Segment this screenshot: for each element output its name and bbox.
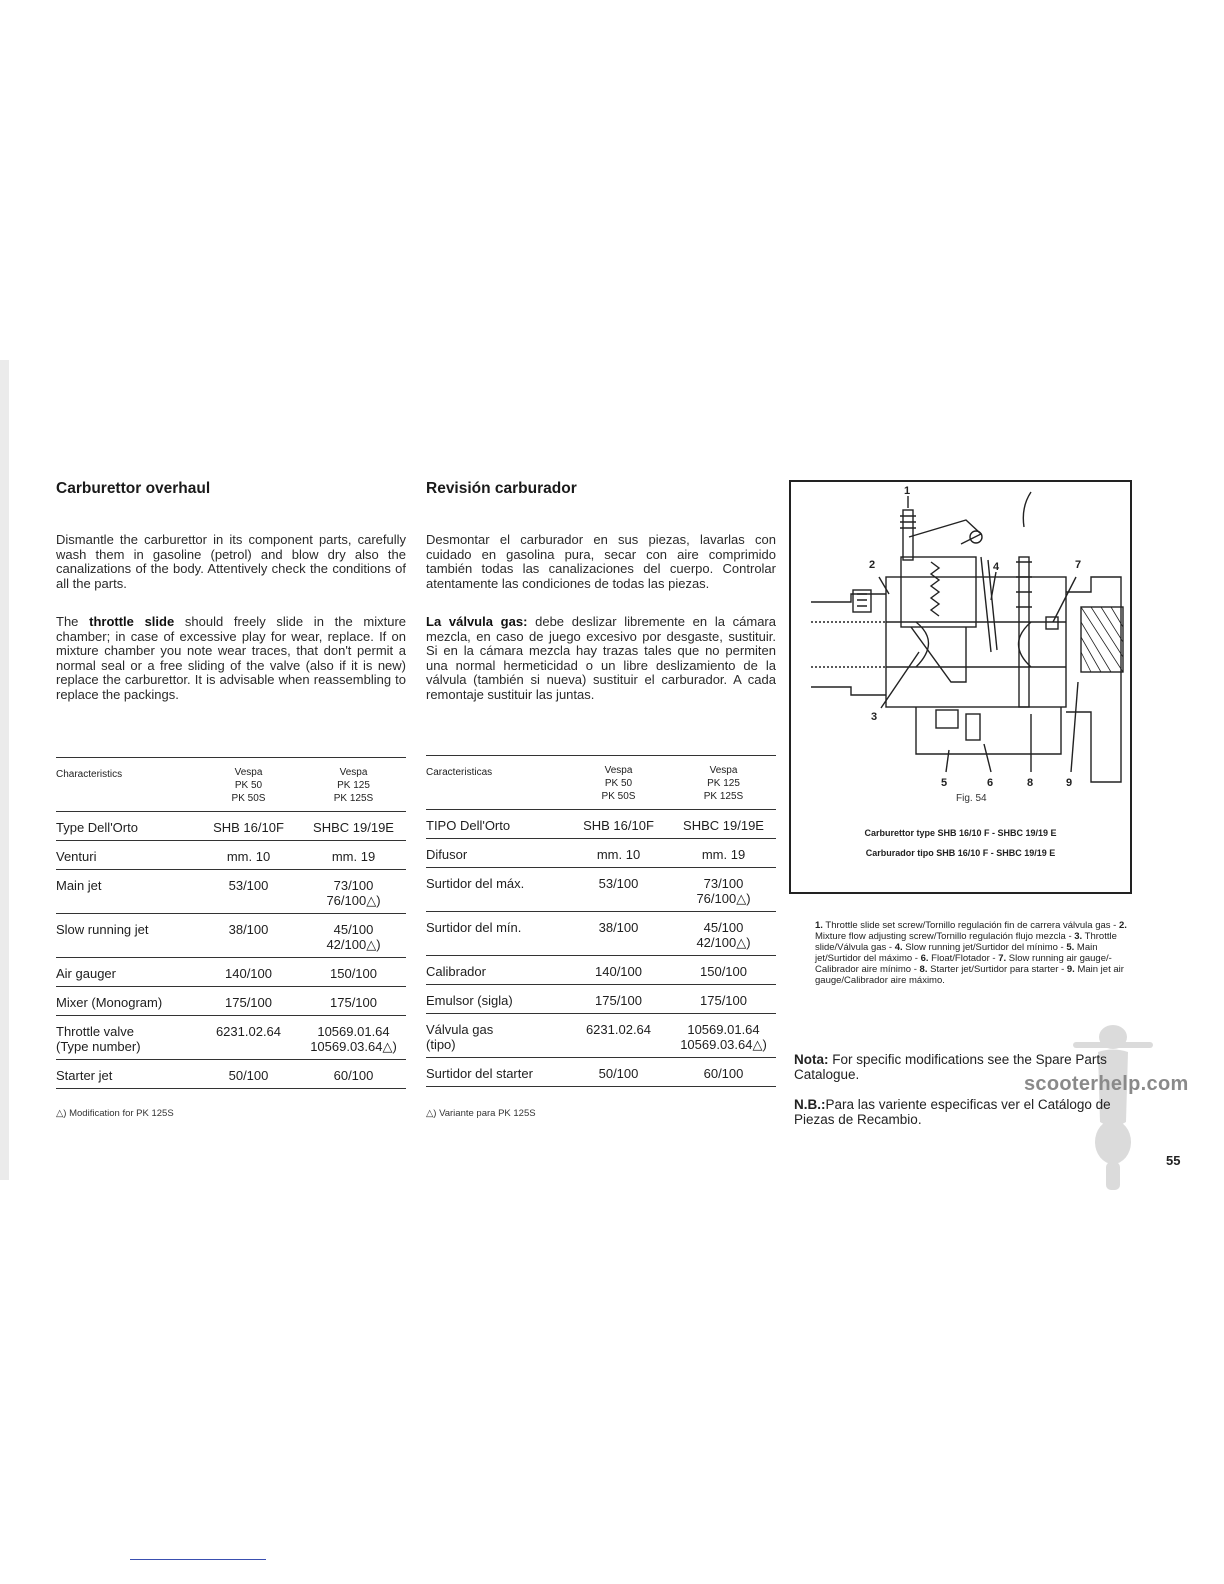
bottom-rule — [130, 1559, 266, 1560]
nb-recambio — [794, 1097, 1154, 1127]
cell-pk50: mm. 10 — [566, 839, 671, 868]
header-line: PK 125 — [337, 780, 370, 791]
legend-text: Main jet/Surtidor del máximo - — [815, 942, 1098, 964]
nb-label: N.B.: — [794, 1097, 826, 1112]
carburettor-diagram — [791, 482, 1130, 802]
table-row — [56, 1016, 406, 1060]
legend-text: Float/Flotador - — [928, 953, 999, 964]
cell-pk50: 50/100 — [196, 1060, 301, 1089]
table-row — [426, 1014, 776, 1058]
left-page-edge — [0, 360, 9, 1180]
figure-label: Fig. 54 — [956, 793, 987, 804]
cell-pk125 — [671, 912, 776, 956]
cell-line: 10569.01.64 — [317, 1024, 390, 1039]
row-label-line: Válvula gas — [426, 1022, 494, 1037]
cell-pk125: mm. 19 — [671, 839, 776, 868]
header-line: PK 125S — [703, 791, 744, 802]
legend-number: 8. — [919, 964, 928, 975]
page-title-es: Revisión carburador — [426, 480, 577, 497]
cell-pk125: SHBC 19/19E — [671, 810, 776, 839]
table-row — [56, 958, 406, 987]
row-label: Venturi — [56, 841, 196, 870]
cell-pk50: 140/100 — [196, 958, 301, 987]
cell-line: 45/100 — [703, 920, 744, 935]
table-row — [56, 812, 406, 841]
row-label: TIPO Dell'Orto — [426, 810, 566, 839]
callout-8: 8 — [1027, 777, 1034, 789]
cell-pk50: 38/100 — [566, 912, 671, 956]
intro-paragraph-en: Dismantle the carburettor in its component parts, carefully wash them in gasoline (petrol) and blow dry also the canalizations of the body. Attentively check the conditions of all the parts. — [56, 532, 406, 591]
cell-pk50: 53/100 — [566, 868, 671, 912]
cell-pk125: 60/100 — [671, 1058, 776, 1087]
row-label: Main jet — [56, 870, 196, 914]
callout-9: 9 — [1066, 777, 1073, 789]
table-row — [426, 839, 776, 868]
header-line: Vespa — [234, 767, 263, 778]
cell-pk50: 6231.02.64 — [566, 1014, 671, 1058]
nota-label: Nota: — [794, 1052, 829, 1067]
footnote-en: △) Modification for PK 125S — [56, 1108, 174, 1119]
row-label: Air gauger — [56, 958, 196, 987]
header-line: PK 125 — [707, 778, 740, 789]
cell-pk50: 50/100 — [566, 1058, 671, 1087]
cell-pk50: 53/100 — [196, 870, 301, 914]
header-line: Vespa — [339, 767, 368, 778]
cell-pk125: mm. 19 — [301, 841, 406, 870]
header-line: PK 50S — [231, 793, 266, 804]
cell-line: 73/100 — [703, 876, 744, 891]
legend-number: 6. — [920, 953, 929, 964]
callout-5: 5 — [941, 777, 948, 789]
table-row — [426, 912, 776, 956]
cell-pk125 — [301, 914, 406, 958]
cell-line: 10569.01.64 — [687, 1022, 760, 1037]
header-line: PK 50 — [604, 778, 633, 789]
header-line: PK 50S — [601, 791, 636, 802]
table-row — [426, 1058, 776, 1087]
cell-pk50: 140/100 — [566, 956, 671, 985]
para-post: should freely slide in the mixture chamber; in case of excessive play for wear, replace. If on mixture chamber you note wear traces, that don't permit a normal seal or a free sliding of the valve (also if it is new) replace the carburettor. It is advisable when reassembling to replace the packings. — [56, 614, 407, 702]
cell-pk125: 150/100 — [671, 956, 776, 985]
throttle-slide-paragraph-en — [56, 615, 406, 703]
row-label: Emulsor (sigla) — [426, 985, 566, 1014]
row-label: Difusor — [426, 839, 566, 868]
cell-pk125: SHBC 19/19E — [301, 812, 406, 841]
cell-pk125 — [301, 1016, 406, 1060]
table-row — [56, 987, 406, 1016]
row-label: Surtidor del máx. — [426, 868, 566, 912]
figure-caption-es: Carburador tipo SHB 16/10 F - SHBC 19/19 E — [865, 848, 1056, 858]
row-label: Surtidor del starter — [426, 1058, 566, 1087]
nota-text: For specific modifications see the Spare Parts Catalogue. — [794, 1052, 1107, 1082]
legend-text: Starter jet/Surtidor para starter - — [927, 964, 1067, 975]
page-title-en: Carburettor overhaul — [56, 480, 211, 497]
header-line: Vespa — [709, 765, 738, 776]
cell-pk125 — [301, 870, 406, 914]
para-post: debe deslizar libremente en la cámara mezcla, en caso de juego excesivo por desgaste, sustituir. Si en la cámara mezcla hay trazas tales que no permiten una normal hermeticidad o un libre deslizamiento de la válvula (también si nueva) sustituir el carburador. A cada remontaje sustituir las juntas. — [426, 614, 776, 702]
characteristics-table-es — [426, 755, 776, 1087]
callout-1: 1 — [904, 485, 911, 497]
page-number: 55 — [1166, 1153, 1181, 1168]
row-label: Type Dell'Orto — [56, 812, 196, 841]
callout-6: 6 — [987, 777, 994, 789]
row-label — [426, 1014, 566, 1058]
header-pk125 — [671, 756, 776, 810]
figure-box — [789, 480, 1132, 894]
table-row — [426, 868, 776, 912]
callout-7: 7 — [1075, 559, 1082, 571]
cell-pk50: mm. 10 — [196, 841, 301, 870]
legend-number: 3. — [1074, 931, 1083, 942]
cell-pk50: 175/100 — [566, 985, 671, 1014]
cell-pk125: 175/100 — [671, 985, 776, 1014]
legend-text: Slow running air gauge/-Calibrador aire mínimo - — [815, 953, 1112, 975]
cell-pk50: 6231.02.64 — [196, 1016, 301, 1060]
legend-number: 1. — [815, 920, 823, 931]
cell-pk125: 150/100 — [301, 958, 406, 987]
legend-number: 7. — [998, 953, 1007, 964]
row-label: Calibrador — [426, 956, 566, 985]
figure-caption-en: Carburettor type SHB 16/10 F - SHBC 19/19 E — [864, 828, 1057, 838]
cell-line-modification: 10569.03.64△) — [680, 1037, 767, 1052]
legend-number: 9. — [1066, 964, 1075, 975]
row-label: Mixer (Monogram) — [56, 987, 196, 1016]
cell-pk125: 175/100 — [301, 987, 406, 1016]
header-pk50 — [196, 758, 301, 812]
table-row — [56, 870, 406, 914]
row-label: Slow running jet — [56, 914, 196, 958]
para-pre: The — [56, 614, 90, 629]
row-label-line: (tipo) — [426, 1037, 456, 1052]
header-characteristics: Caracteristicas — [426, 756, 566, 810]
table-row — [426, 956, 776, 985]
row-label: Starter jet — [56, 1060, 196, 1089]
valvula-gas-term: La válvula gas: — [426, 614, 528, 629]
header-pk50 — [566, 756, 671, 810]
table-row — [426, 810, 776, 839]
callout-4: 4 — [993, 561, 1000, 573]
legend-text: Mixture flow adjusting screw/Tornillo regulación flujo mezcla - — [815, 931, 1075, 942]
cell-pk50: SHB 16/10F — [196, 812, 301, 841]
table-row — [56, 1060, 406, 1089]
intro-paragraph-es: Desmontar el carburador en sus piezas, lavarlas con cuidado en gasolina pura, secar con aire comprimido también todas las canalizaciones del cuerpo. Controlar atentamente las condiciones de todas las piezas. — [426, 532, 776, 591]
cell-pk125: 60/100 — [301, 1060, 406, 1089]
table-row — [56, 841, 406, 870]
row-label-line: Throttle valve — [56, 1024, 135, 1039]
cell-pk50: 38/100 — [196, 914, 301, 958]
cell-line: 45/100 — [333, 922, 374, 937]
characteristics-table-en — [56, 757, 406, 1089]
cell-line-modification: 76/100△) — [696, 891, 751, 906]
table-header — [56, 758, 406, 812]
watermark-text: scooterhelp.com — [1024, 1073, 1189, 1095]
cell-pk50: 175/100 — [196, 987, 301, 1016]
nb-text: Para las variente especificas ver el Catálogo de Piezas de Recambio. — [794, 1097, 1111, 1127]
header-characteristics: Characteristics — [56, 758, 196, 812]
legend-number: 4. — [894, 942, 903, 953]
legend-text: Main jet air gauge/Calibrador aire máximo. — [815, 964, 1124, 986]
throttle-slide-term: throttle slide — [89, 614, 175, 629]
cell-line-modification: 10569.03.64△) — [310, 1039, 397, 1054]
legend-number: 5. — [1066, 942, 1075, 953]
header-pk125 — [301, 758, 406, 812]
cell-pk125 — [671, 868, 776, 912]
table-row — [426, 985, 776, 1014]
header-line: PK 50 — [234, 780, 263, 791]
legend-text: Throttle slide/Válvula gas - — [815, 931, 1117, 953]
cell-line-modification: 76/100△) — [326, 893, 381, 908]
throttle-slide-paragraph-es — [426, 615, 776, 703]
cell-line: 73/100 — [333, 878, 374, 893]
header-line: PK 125S — [333, 793, 374, 804]
table-row — [56, 914, 406, 958]
cell-pk50: SHB 16/10F — [566, 810, 671, 839]
legend-text: Throttle slide set screw/Tornillo regulación fin de carrera válvula gas - — [822, 920, 1119, 931]
table-header — [426, 756, 776, 810]
figure-legend — [815, 920, 1127, 986]
cell-pk125 — [671, 1014, 776, 1058]
row-label-line: (Type number) — [56, 1039, 141, 1054]
callout-2: 2 — [869, 559, 876, 571]
footnote-es: △) Variante para PK 125S — [426, 1108, 536, 1119]
row-label: Surtidor del mín. — [426, 912, 566, 956]
cell-line-modification: 42/100△) — [326, 937, 381, 952]
cell-line-modification: 42/100△) — [696, 935, 751, 950]
callout-3: 3 — [871, 711, 878, 723]
legend-text: Slow running jet/Surtidor del mínimo - — [902, 942, 1067, 953]
legend-number: 2. — [1118, 920, 1127, 931]
row-label — [56, 1016, 196, 1060]
header-line: Vespa — [604, 765, 633, 776]
